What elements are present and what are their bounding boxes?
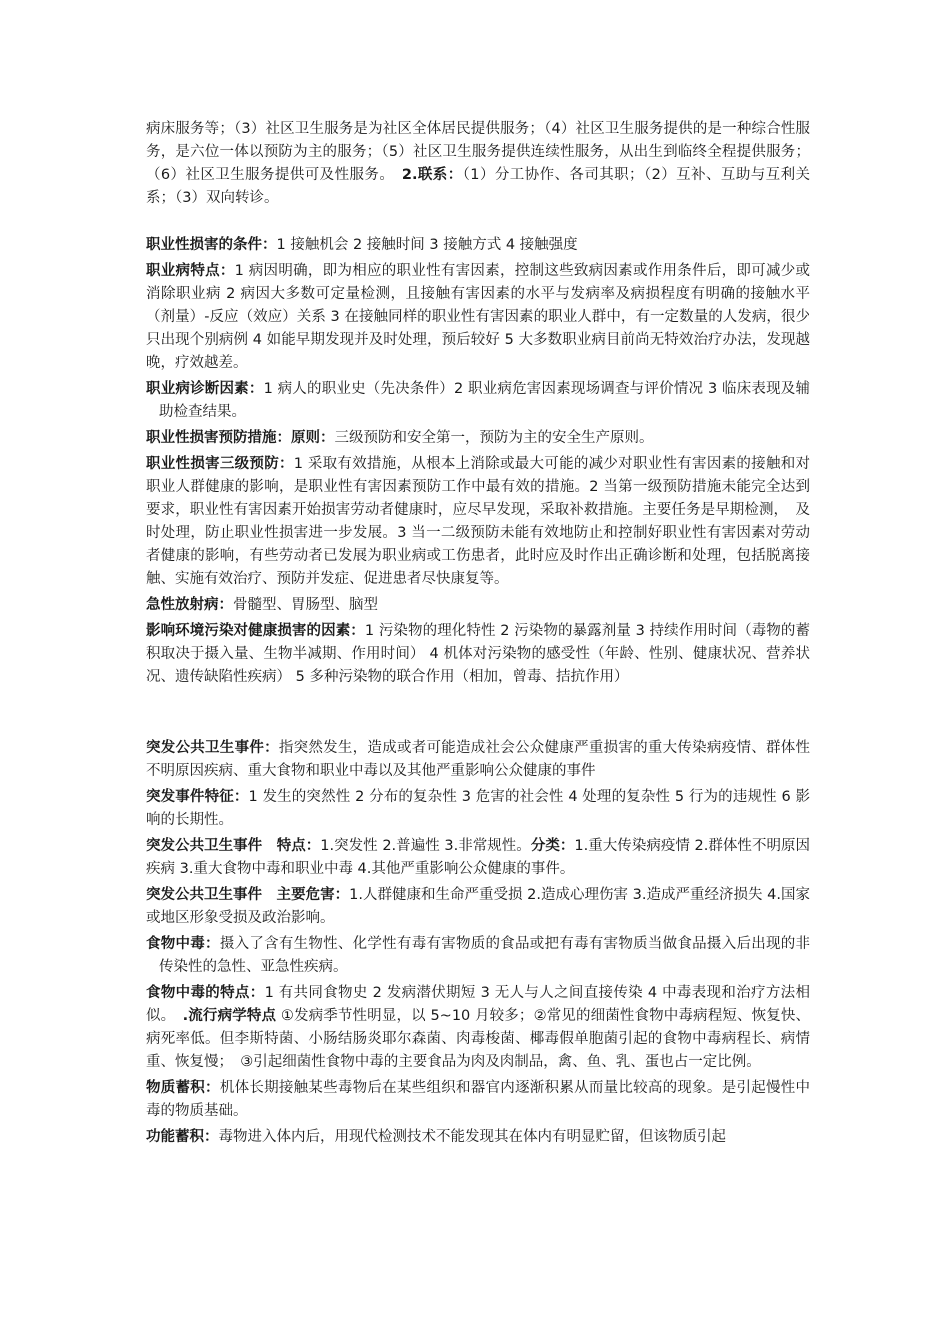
- paragraph-food-poisoning: [146, 933, 810, 979]
- heading-run: 职业性损害的条件：: [146, 237, 277, 253]
- paragraph-public-health-emergency: [146, 737, 810, 783]
- spacer: [146, 692, 810, 737]
- heading-run: 职业病诊断因素：: [146, 381, 264, 397]
- text-run: 指突然发生，造成或者可能造成社会公众健康严重损害的重大传染病疫情、群体性不明原因疾病、重大食物和职业中毒以及其他严重影响公众健康的事件: [146, 740, 811, 779]
- paragraph-occupational-disease-features: [146, 260, 810, 375]
- text-run: 1 采取有效措施，从根本上消除或最大可能的减少对职业性有害因素的接触和对职业人群健康的影响，是职业性有害因素预防工作中最有效的措施。2 当第一级预防措施未能完全达到要求，职业性有害因素开始损害劳动者健康时，应尽早发现，采取补救措施。主要任务是早期检测， 及时处理，防止职业性损害进一步发展。3 当一二级预防未能有效地防止和控制好职业性有害因素对劳动者健康的影响，有些劳动者已发展为职业病或工伤患者，此时应及时作出正确诊断和处理，包括脱离接触、实施有效治疗、预防并发症、促进患者尽快康复等。: [146, 456, 810, 587]
- text-run: 摄入了含有生物性、化学性有毒有害物质的食品或把有毒有害物质当做食品摄入后出现的非传染性的急性、亚急性疾病。: [159, 936, 811, 975]
- heading-run: 职业性损害预防措施：原则：: [146, 430, 335, 446]
- paragraph-occupational-damage-conditions: [146, 234, 810, 257]
- text-run: 机体长期接触某些毒物后在某些组织和器官内逐渐积累从而量比较高的现象。是引起慢性中毒的物质基础。: [146, 1080, 811, 1119]
- heading-run: .流行病学特点: [182, 1008, 277, 1024]
- paragraph-pollution-health-factors: [146, 620, 810, 689]
- heading-run: 突发公共卫生事件 特点：: [146, 838, 321, 854]
- spacer: [146, 213, 810, 234]
- document-page: [146, 118, 810, 1152]
- text-run: 骨髓型、胃肠型、脑型: [233, 597, 378, 613]
- text-run: 1.重大传染病疫情 2.群体性不明原因疾病 3.重大食物中毒和职业中毒 4.其他严重影响公众健康的事件。: [146, 838, 811, 877]
- paragraph-occupational-diagnosis: [146, 378, 810, 424]
- paragraph-emergency-harms: [146, 884, 810, 930]
- paragraph-prevention-principle: [146, 427, 810, 450]
- text-run: 三级预防和安全第一，预防为主的安全生产原则。: [334, 430, 654, 446]
- text-run: 1 病人的职业史（先决条件）2 职业病危害因素现场调查与评价情况 3 临床表现及辅助检查结果。: [159, 381, 810, 420]
- heading-run: 分类：: [530, 838, 575, 854]
- text-run: 病床服务等；（3）社区卫生服务是为社区全体居民提供服务；（4）社区卫生服务提供的是一种综合性服务，是六位一体以预防为主的服务；（5）社区卫生服务提供连续性服务，从出生到临终全程提供服务；（6）社区卫生服务提供可及性服务。: [146, 121, 810, 183]
- heading-run: 突发事件特征：: [146, 789, 249, 805]
- text-run: 1 病因明确，即为相应的职业性有害因素，控制这些致病因素或作用条件后，即可减少或消除职业病 2 病因大多数可定量检测，且接触有害因素的水平与发病率及病损程度有明确的接触水平（剂量）-反应（效应）关系 3 在接触同样的职业性有害因素的职业人群中，有一定数量的人发病，很少只出现个别病例 4 如能早期发现并及时处理，预后较好 5 大多数职业病目前尚无特效治疗办法，发现越晚，疗效越差。: [146, 263, 811, 371]
- paragraph-community-health-services: [146, 118, 810, 210]
- heading-run: 急性放射病：: [146, 597, 233, 613]
- heading-run: 职业性损害三级预防：: [146, 456, 294, 472]
- text-run: 1 有共同食物史 2 发病潜伏期短 3 无人与人之间直接传染 4 中毒表现和治疗方法相似。: [146, 985, 810, 1024]
- heading-run: 功能蓄积：: [146, 1129, 219, 1145]
- heading-run: 食物中毒的特点：: [146, 985, 265, 1001]
- text-run: 1 污染物的理化特性 2 污染物的暴露剂量 3 持续作用时间（毒物的蓄积取决于摄入量、生物半减期、作用时间） 4 机体对污染物的感受性（年龄、性别、健康状况、营养状况、遗传缺陷性疾病） 5 多种污染物的联合作用（相加，曾毒、拮抗作用）: [146, 623, 810, 685]
- text-run: 1 接触机会 2 接触时间 3 接触方式 4 接触强度: [276, 237, 578, 253]
- paragraph-food-poisoning-features: [146, 982, 810, 1074]
- text-run: 1.人群健康和生命严重受损 2.造成心理伤害 3.造成严重经济损失 4.国家或地区形象受损及政治影响。: [146, 887, 811, 926]
- heading-run: 食物中毒：: [146, 936, 220, 952]
- heading-run: 物质蓄积：: [146, 1080, 220, 1096]
- paragraph-emergency-features: [146, 786, 810, 832]
- paragraph-three-level-prevention: [146, 453, 810, 591]
- text-run: （1）分工协作、各司其职；（2）互补、互助与互利关系；（3）双向转诊。: [146, 167, 810, 206]
- heading-run: 突发公共卫生事件 主要危害：: [146, 887, 350, 903]
- paragraph-acute-radiation-sickness: [146, 594, 810, 617]
- text-run: 毒物进入体内后，用现代检测技术不能发现其在体内有明显贮留，但该物质引起: [218, 1129, 726, 1145]
- paragraph-functional-accumulation: [146, 1126, 810, 1149]
- heading-run: 突发公共卫生事件：: [146, 740, 279, 756]
- text-run: 1.突发性 2.普遍性 3.非常规性。: [320, 838, 531, 854]
- text-run: 1 发生的突然性 2 分布的复杂性 3 危害的社会性 4 处理的复杂性 5 行为的违规性 6 影响的长期性。: [146, 789, 810, 828]
- paragraph-material-accumulation: [146, 1077, 810, 1123]
- text-run: ①发病季节性明显，以 5~10 月较多；②常见的细菌性食物中毒病程短、恢复快、病死率低。但李斯特菌、小肠结肠炎耶尔森菌、肉毒梭菌、椰毒假单胞菌引起的食物中毒病程长、病情重、恢复慢； ③引起细菌性食物中毒的主要食品为肉及肉制品，禽、鱼、乳、蛋也占一定比例。: [146, 1008, 811, 1070]
- heading-run: 影响环境污染对健康损害的因素：: [146, 623, 365, 639]
- paragraph-emergency-traits-classification: [146, 835, 810, 881]
- heading-run: 2.联系：: [401, 167, 463, 183]
- heading-run: 职业病特点：: [146, 263, 235, 279]
